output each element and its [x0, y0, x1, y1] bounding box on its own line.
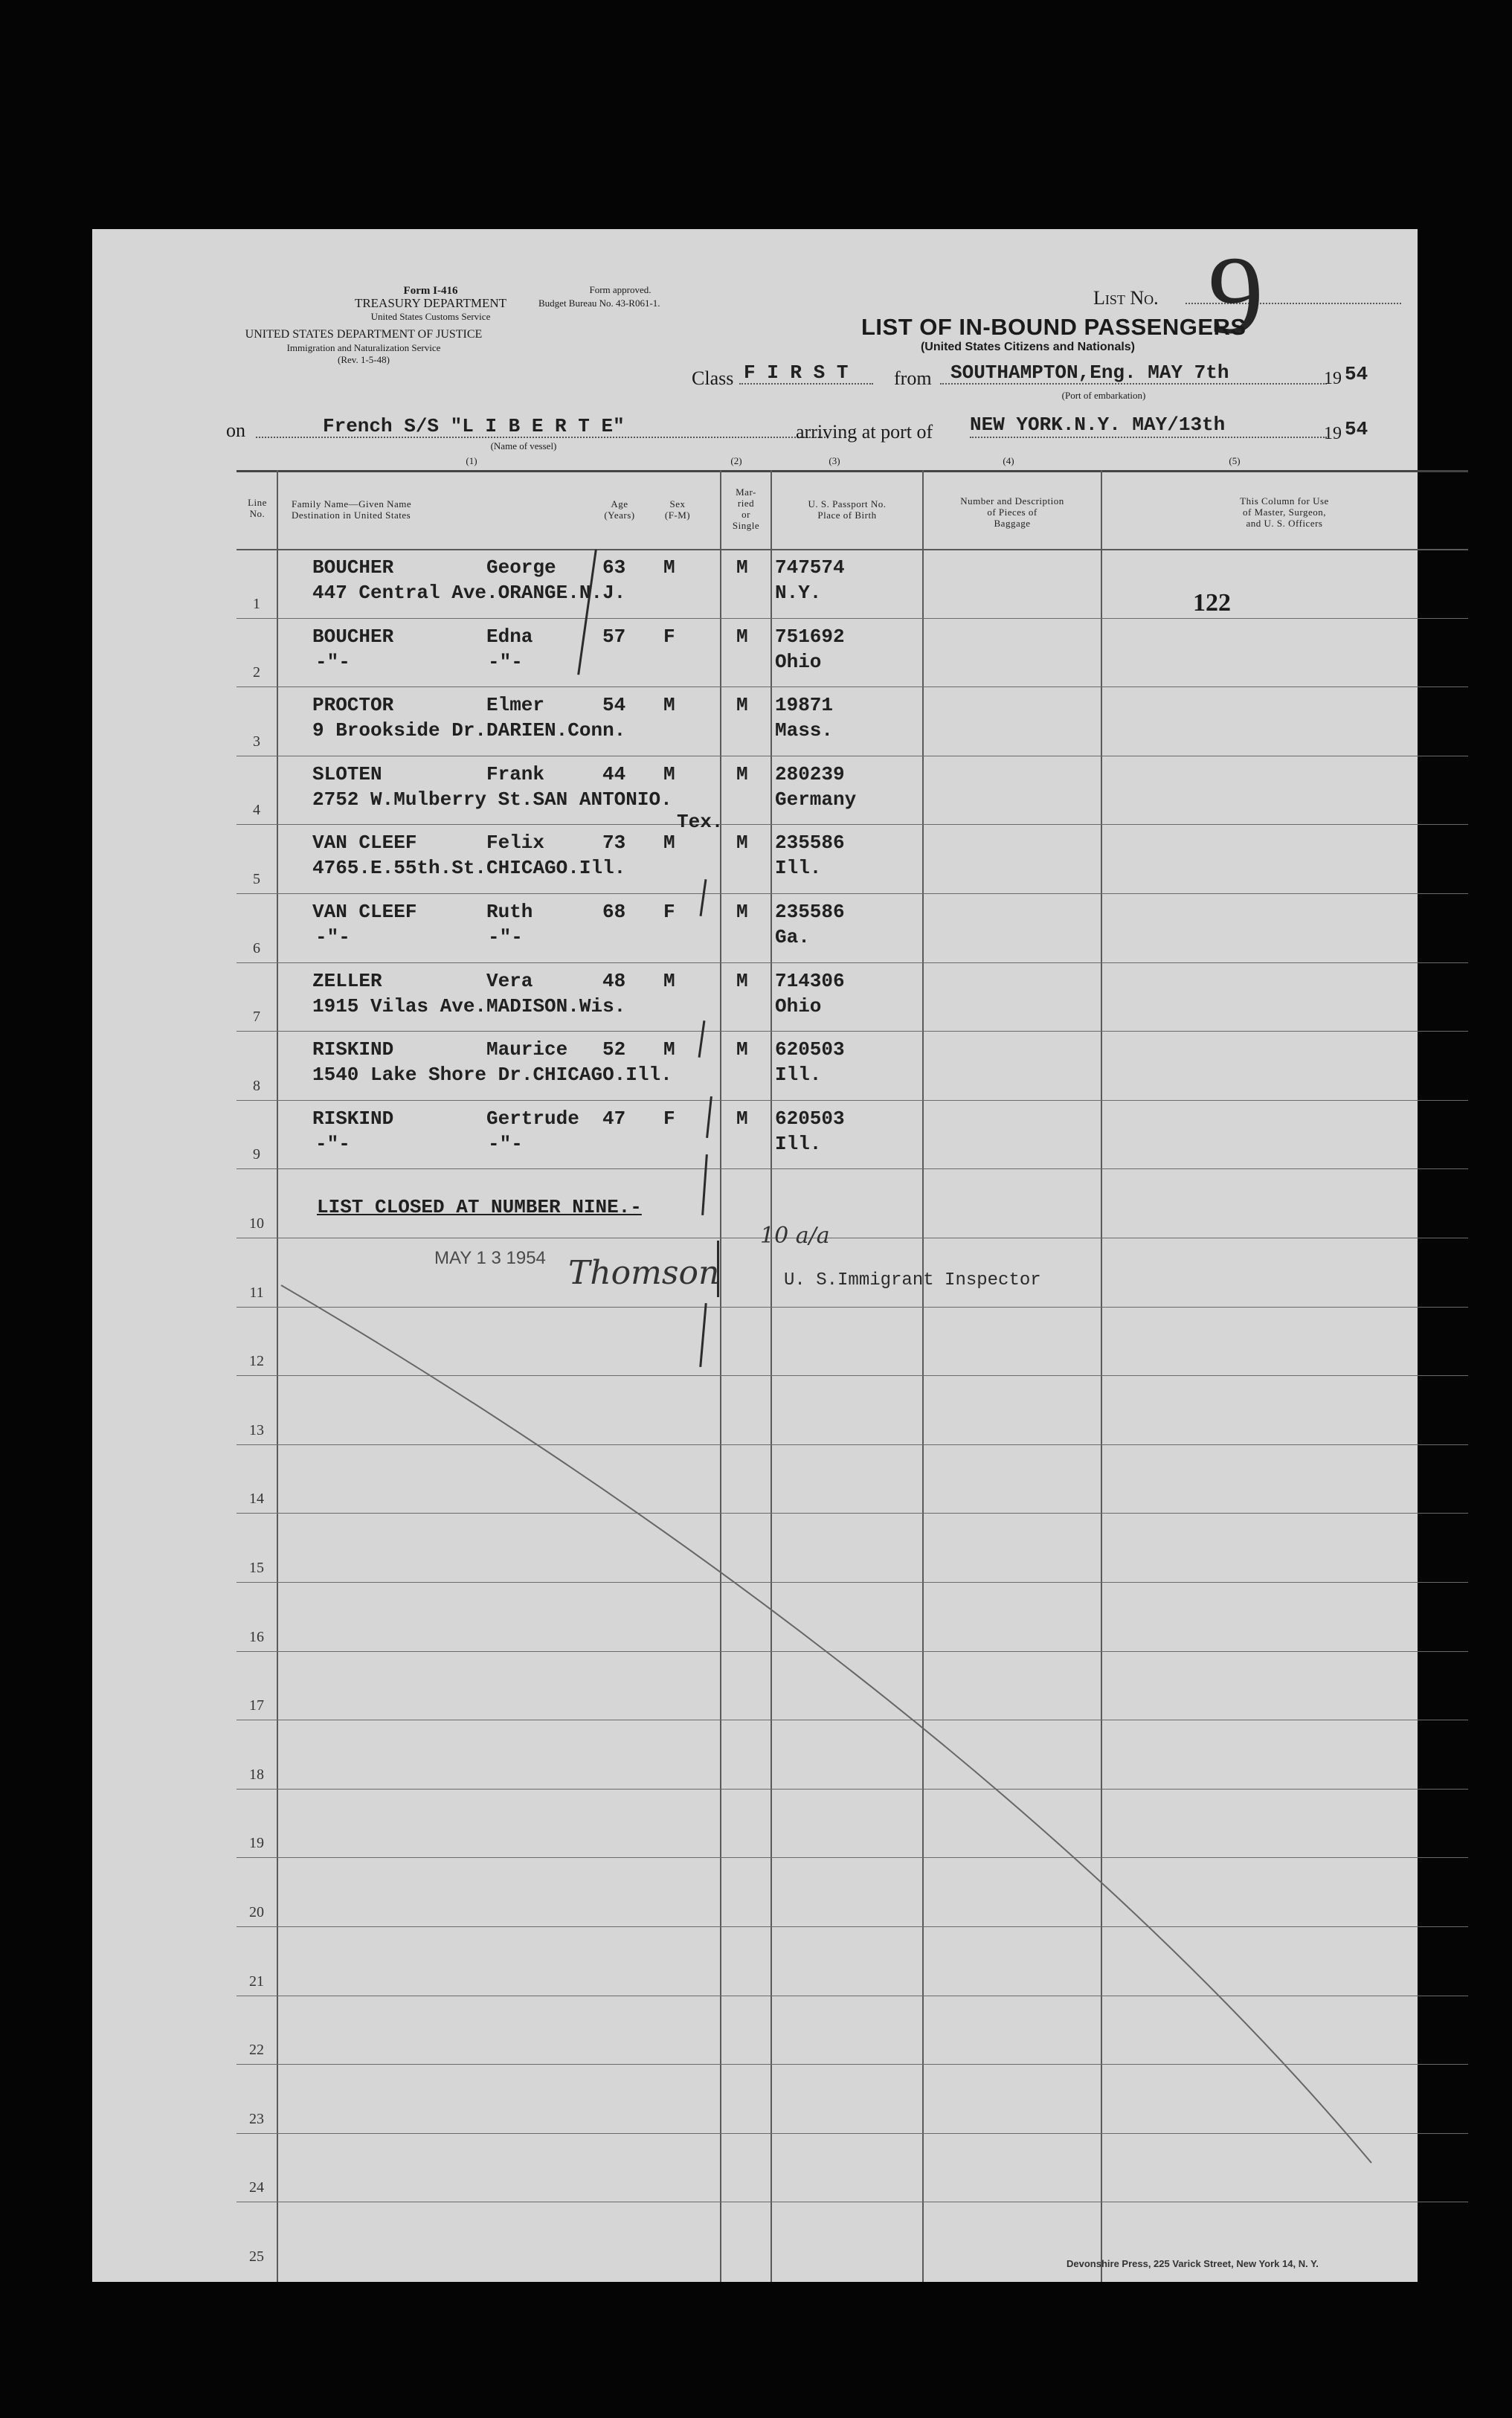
passport-number: 747574 [775, 556, 845, 579]
ditto-given: -"- [488, 1132, 523, 1155]
passport-number: 235586 [775, 832, 845, 855]
passenger-sex: M [663, 969, 675, 992]
line-number: 22 [249, 2042, 264, 2059]
header-name: Family Name—Given Name Destination in United States [292, 498, 412, 521]
line-number: 13 [249, 1421, 264, 1438]
passenger-given-name: Felix [486, 832, 545, 855]
treasury-dept: TREASURY DEPARTMENT [354, 296, 507, 310]
line-number: 4 [253, 802, 260, 819]
passenger-age: 44 [602, 762, 626, 785]
manifest-title: LIST OF IN-BOUND PASSENGERS [861, 314, 1246, 340]
header-passport: U. S. Passport No. Place of Birth [808, 498, 887, 521]
passenger-sex: M [663, 1038, 675, 1061]
form-number: Form I-416 [403, 285, 458, 297]
passport-number: 620503 [775, 1038, 845, 1061]
passenger-marital: M [736, 1038, 748, 1061]
year-suffix-1: 54 [1345, 363, 1368, 385]
vessel-name: French S/S "L I B E R T E" [323, 415, 625, 437]
line-number: 14 [249, 1491, 264, 1508]
passenger-given-name: Gertrude [486, 1107, 579, 1130]
arrival-port: NEW YORK.N.Y. MAY/13th [970, 414, 1226, 436]
passenger-sex: M [663, 762, 675, 785]
col-num-2: (2) [730, 455, 742, 466]
list-no-label: List No. [1093, 287, 1159, 309]
passenger-marital: M [736, 901, 748, 923]
passenger-family-name: RISKIND [312, 1107, 394, 1130]
passenger-family-name: BOUCHER [312, 556, 394, 579]
line-number: 20 [249, 1904, 264, 1920]
line-number: 12 [249, 1353, 264, 1370]
line-number: 23 [249, 2110, 264, 2127]
place-of-birth: Mass. [775, 719, 834, 742]
from-label: from [894, 367, 932, 389]
passenger-age: 63 [602, 556, 626, 579]
destination-address: 2752 W.Mulberry St.SAN ANTONIO. [312, 788, 672, 811]
year-prefix-1: 19 [1324, 369, 1342, 388]
passenger-age: 68 [602, 901, 626, 923]
passport-number: 235586 [775, 901, 845, 923]
destination-address: 9 Brookside Dr.DARIEN.Conn. [312, 719, 626, 742]
ditto-family: -"- [315, 650, 350, 673]
passenger-family-name: RISKIND [312, 1038, 394, 1061]
port-embark-caption: (Port of embarkation) [1061, 390, 1146, 401]
line-number: 19 [249, 1835, 264, 1852]
passport-number: 19871 [775, 694, 834, 717]
header-sex: Sex (F-M) [664, 498, 691, 521]
line-number: 5 [253, 871, 260, 887]
passenger-marital: M [736, 969, 748, 992]
header-baggage: Number and Description of Pieces of Baggage [960, 495, 1064, 529]
passenger-given-name: Frank [486, 762, 545, 785]
col-num-1: (1) [466, 455, 477, 466]
place-of-birth: Germany [775, 788, 857, 811]
ins-service: Immigration and Naturalization Service [286, 342, 441, 353]
line-number: 9 [253, 1146, 260, 1163]
arriving-label: arriving at port of [796, 421, 933, 443]
passenger-family-name: VAN CLEEF [312, 832, 417, 855]
passenger-sex: F [663, 1107, 675, 1130]
line-number: 3 [253, 733, 260, 750]
passenger-age: 54 [602, 694, 626, 717]
class-value: F I R S T [744, 361, 849, 384]
inspector-signature: Thomson [568, 1254, 720, 1292]
destination-address: 447 Central Ave.ORANGE.N.J. [312, 582, 626, 604]
line-number: 21 [249, 1972, 264, 1990]
passenger-marital: M [736, 832, 748, 855]
printer-imprint: Devonshire Press, 225 Varick Street, New York 14, N. Y. [1067, 2258, 1319, 2269]
destination-address: 1540 Lake Shore Dr.CHICAGO.Ill. [312, 1064, 672, 1087]
line-number: 7 [253, 1009, 260, 1026]
line-number: 24 [249, 2179, 264, 2196]
passenger-marital: M [736, 625, 748, 648]
passenger-given-name: George [486, 556, 556, 579]
place-of-birth: Ga. [775, 926, 810, 948]
line-number: 11 [249, 1284, 264, 1301]
header-age: Age (Years) [604, 498, 635, 521]
ditto-family: -"- [315, 926, 350, 948]
officer-note: 122 [1193, 589, 1231, 617]
passenger-family-name: ZELLER [312, 969, 382, 992]
year-suffix-2: 54 [1345, 418, 1368, 440]
signature-fraction: 10 a/a [760, 1223, 830, 1249]
header-officers: This Column for Use of Master, Surgeon, and U. S. Officers [1240, 495, 1329, 529]
year-prefix-2: 19 [1324, 424, 1342, 443]
line-number: 18 [249, 1766, 264, 1783]
form-revision: (Rev. 1-5-48) [338, 354, 390, 365]
passenger-given-name: Elmer [486, 694, 545, 717]
destination-address-cont: Tex. [677, 810, 724, 833]
passenger-sex: M [663, 556, 675, 579]
list-number: 9 [1208, 234, 1264, 357]
passenger-sex: M [663, 694, 675, 717]
on-label: on [226, 419, 245, 441]
line-number: 6 [253, 939, 260, 956]
passenger-marital: M [736, 762, 748, 785]
line-number: 1 [253, 595, 260, 612]
passenger-age: 48 [602, 969, 626, 992]
port-of-embarkation: SOUTHAMPTON,Eng. MAY 7th [950, 361, 1229, 384]
col-num-3: (3) [829, 455, 840, 466]
line-number: 8 [253, 1077, 260, 1094]
passenger-sex: F [663, 901, 675, 923]
passenger-sex: M [663, 832, 675, 855]
col-num-5: (5) [1229, 455, 1241, 466]
line-number: 2 [253, 664, 260, 681]
class-label: Class [692, 367, 734, 389]
destination-address: 4765.E.55th.St.CHICAGO.Ill. [312, 857, 626, 880]
place-of-birth: Ohio [775, 994, 822, 1017]
passenger-family-name: PROCTOR [312, 694, 394, 717]
passenger-marital: M [736, 556, 748, 579]
place-of-birth: Ohio [775, 650, 822, 673]
passenger-given-name: Ruth [486, 901, 533, 923]
manifest-subtitle: (United States Citizens and Nationals) [920, 341, 1136, 353]
passenger-family-name: BOUCHER [312, 625, 394, 648]
passenger-age: 52 [602, 1038, 626, 1061]
ditto-given: -"- [488, 926, 523, 948]
place-of-birth: Ill. [775, 857, 822, 880]
line-number: 15 [249, 1560, 264, 1576]
customs-service: United States Customs Service [370, 311, 491, 322]
passenger-age: 47 [602, 1107, 626, 1130]
passport-number: 751692 [775, 625, 845, 648]
date-stamp: MAY 1 3 1954 [434, 1248, 546, 1268]
ditto-family: -"- [315, 1132, 350, 1155]
line-number: 10 [249, 1215, 264, 1232]
place-of-birth: Ill. [775, 1132, 822, 1155]
passenger-given-name: Maurice [486, 1038, 568, 1061]
ditto-given: -"- [488, 650, 523, 673]
cancellation-line [92, 229, 1418, 2282]
list-closed-note: LIST CLOSED AT NUMBER NINE.- [317, 1196, 642, 1218]
col-num-4: (4) [1003, 455, 1014, 466]
passenger-family-name: SLOTEN [312, 762, 382, 785]
passenger-age: 57 [602, 625, 626, 648]
passport-number: 714306 [775, 969, 845, 992]
budget-bureau: Budget Bureau No. 43-R061-1. [538, 298, 660, 309]
passenger-marital: M [736, 1107, 748, 1130]
place-of-birth: Ill. [775, 1064, 822, 1087]
header-married: Mar- ried or Single [732, 486, 760, 531]
destination-address: 1915 Vilas Ave.MADISON.Wis. [312, 994, 626, 1017]
line-number: 25 [249, 2248, 264, 2265]
passenger-age: 73 [602, 832, 626, 855]
inspector-title: U. S.Immigrant Inspector [784, 1270, 1041, 1290]
vessel-caption: (Name of vessel) [490, 440, 557, 451]
place-of-birth: N.Y. [775, 582, 822, 604]
passport-number: 280239 [775, 762, 845, 785]
passenger-marital: M [736, 694, 748, 717]
passenger-sex: F [663, 625, 675, 648]
form-approved: Form approved. [589, 284, 652, 295]
line-number: 16 [249, 1628, 264, 1645]
passenger-given-name: Vera [486, 969, 533, 992]
header-line-no: Line No. [248, 497, 267, 519]
passport-number: 620503 [775, 1107, 845, 1130]
passenger-manifest-page [92, 229, 1418, 2282]
passenger-family-name: VAN CLEEF [312, 901, 417, 923]
passenger-given-name: Edna [486, 625, 533, 648]
line-number: 17 [249, 1697, 264, 1714]
justice-dept: UNITED STATES DEPARTMENT OF JUSTICE [245, 328, 483, 341]
